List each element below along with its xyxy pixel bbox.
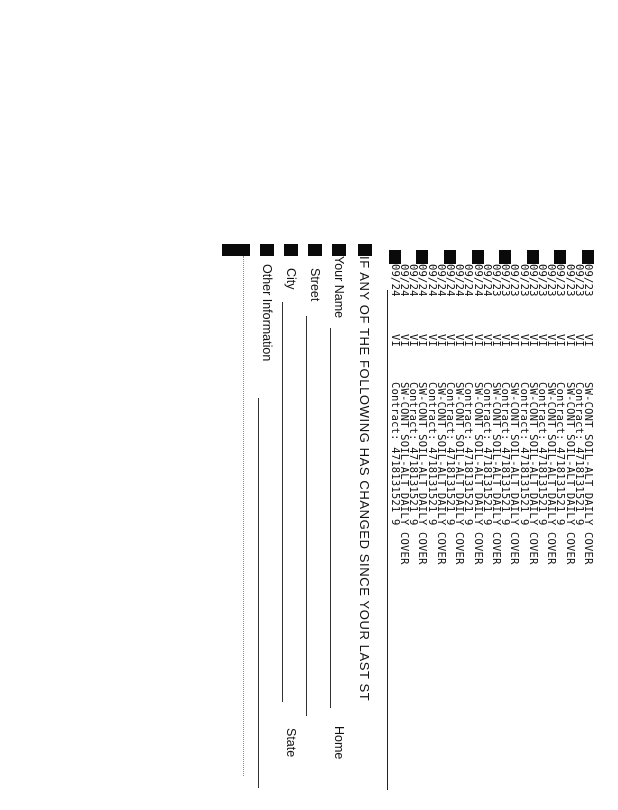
log-row-desc: SW-CONT SOIL-ALT DAILY COVER xyxy=(545,382,558,565)
log-row-desc: Contract: 4718131521 9 xyxy=(536,382,548,526)
log-row-desc: Contract: 4718131521 9 xyxy=(554,382,567,526)
log-row-code: VI xyxy=(434,334,447,348)
other-information-label: Other Information xyxy=(260,264,274,362)
log-row-code: VI xyxy=(490,334,502,348)
log-row-date: 09/23 xyxy=(508,264,521,297)
street-line[interactable] xyxy=(306,316,307,716)
log-row-desc: Contract: 4718131521 9 xyxy=(499,382,512,526)
notice-marker xyxy=(358,244,372,256)
row-marker xyxy=(554,250,566,264)
log-row-code: VI xyxy=(526,334,539,348)
log-row-date: 09/23 xyxy=(526,264,539,297)
log-row-code: VI xyxy=(444,334,456,348)
log-row-desc: SW-CONT SOIL-ALT DAILY COVER xyxy=(398,382,410,565)
log-row-desc: SW-CONT SOIL-ALT DAILY COVER xyxy=(490,382,502,565)
log-row-code: VI xyxy=(517,334,530,348)
log-row-code: VI xyxy=(388,334,401,348)
row-marker xyxy=(389,250,401,264)
log-row-code: VI xyxy=(572,334,585,348)
log-row-date: 09/24 xyxy=(388,264,401,297)
log-row-desc: Contract: 4718131521 9 xyxy=(480,382,493,526)
log-row-code: VI xyxy=(416,334,429,348)
home-label: Home xyxy=(332,726,346,760)
log-row-desc: Contract: 4718131521 9 xyxy=(407,382,420,526)
log-row-code: VI xyxy=(407,334,420,348)
log-row-code: VI xyxy=(499,334,512,348)
log-row-date: 09/24 xyxy=(480,264,493,297)
log-row-date: 09/24 xyxy=(416,264,429,297)
log-row-date: 09/24 xyxy=(462,264,475,297)
row-marker xyxy=(527,250,539,264)
log-row-date: 09/23 xyxy=(572,264,585,297)
log-row-code: VI xyxy=(582,334,594,348)
log-row-desc: SW-CONT SOIL-ALT DAILY COVER xyxy=(508,382,521,565)
log-row-date: 09/23 xyxy=(545,264,558,297)
log-row-date: 09/24 xyxy=(398,264,410,297)
log-row-date: 09/24 xyxy=(425,264,438,297)
log-row-code: VI xyxy=(508,334,521,348)
log-row-date: 09/23 xyxy=(499,264,512,297)
blank-line-1 xyxy=(243,256,244,776)
state-label: State xyxy=(284,728,298,758)
row-marker xyxy=(582,250,594,264)
row-marker xyxy=(472,250,484,264)
log-row-code: VI xyxy=(471,334,484,348)
log-row-desc: SW-CONT SOIL-ALT DAILY COVER xyxy=(416,382,429,565)
bottom-marker-2 xyxy=(222,244,236,256)
log-row-date: 09/23 xyxy=(582,264,594,297)
log-row-code: VI xyxy=(480,334,493,348)
your-name-line[interactable] xyxy=(330,328,331,708)
bottom-marker-1 xyxy=(236,244,250,256)
log-row-code: VI xyxy=(554,334,567,348)
your-name-label: Your Name xyxy=(332,256,346,319)
log-row-date: 09/23 xyxy=(490,264,502,297)
city-marker xyxy=(284,244,298,256)
log-row-date: 09/24 xyxy=(444,264,456,297)
log-row-desc: SW-CONT SOIL-ALT DAILY COVER xyxy=(453,382,466,565)
log-row-code: VI xyxy=(545,334,558,348)
log-row-date: 09/24 xyxy=(407,264,420,297)
log-row-code: VI xyxy=(563,334,576,348)
log-row-desc: SW-CONT SOIL-ALT DAILY COVER xyxy=(563,382,576,565)
log-row-code: VI xyxy=(453,334,466,348)
city-line[interactable] xyxy=(282,302,283,702)
log-row-code: VI xyxy=(398,334,410,348)
log-row-desc: Contract: 4718131521 9 xyxy=(388,382,401,526)
log-row-date: 09/24 xyxy=(453,264,466,297)
log-row-code: VI xyxy=(462,334,475,348)
other-marker xyxy=(260,244,274,256)
other-information-line[interactable] xyxy=(258,398,259,788)
log-row-date: 09/23 xyxy=(563,264,576,297)
row-marker xyxy=(499,250,511,264)
rotated-document-page xyxy=(240,250,600,810)
log-row-date: 09/24 xyxy=(434,264,447,297)
log-row-date: 09/23 xyxy=(554,264,567,297)
city-label: City xyxy=(284,268,298,290)
log-row-desc: SW-CONT SOIL-ALT DAILY COVER xyxy=(582,382,594,565)
log-row-desc: SW-CONT SOIL-ALT DAILY COVER xyxy=(526,382,539,565)
separator-rule xyxy=(387,290,388,790)
log-row-desc: SW-CONT SOIL-ALT DAILY COVER xyxy=(434,382,447,565)
log-row-desc: Contract: 4718131521 9 xyxy=(444,382,456,526)
log-row-desc: Contract: 4718131521 9 xyxy=(517,382,530,526)
street-label: Street xyxy=(308,268,322,302)
log-row-desc: Contract: 4718131521 9 xyxy=(462,382,475,526)
name-marker xyxy=(332,244,346,256)
log-row-date: 09/23 xyxy=(517,264,530,297)
log-row-desc: Contract: 4718131521 9 xyxy=(572,382,585,526)
row-marker xyxy=(416,250,428,264)
log-row-date: 09/24 xyxy=(471,264,484,297)
log-row-desc: SW-CONT SOIL-ALT DAILY COVER xyxy=(471,382,484,565)
change-notice: IF ANY OF THE FOLLOWING HAS CHANGED SINCE YOUR LAST ST xyxy=(357,256,372,702)
log-row-desc: Contract: 4718131521 9 xyxy=(425,382,438,526)
street-marker xyxy=(308,244,322,256)
log-row-code: VI xyxy=(425,334,438,348)
log-row-code: VI xyxy=(536,334,548,348)
log-row-date: 09/23 xyxy=(536,264,548,297)
row-marker xyxy=(444,250,456,264)
